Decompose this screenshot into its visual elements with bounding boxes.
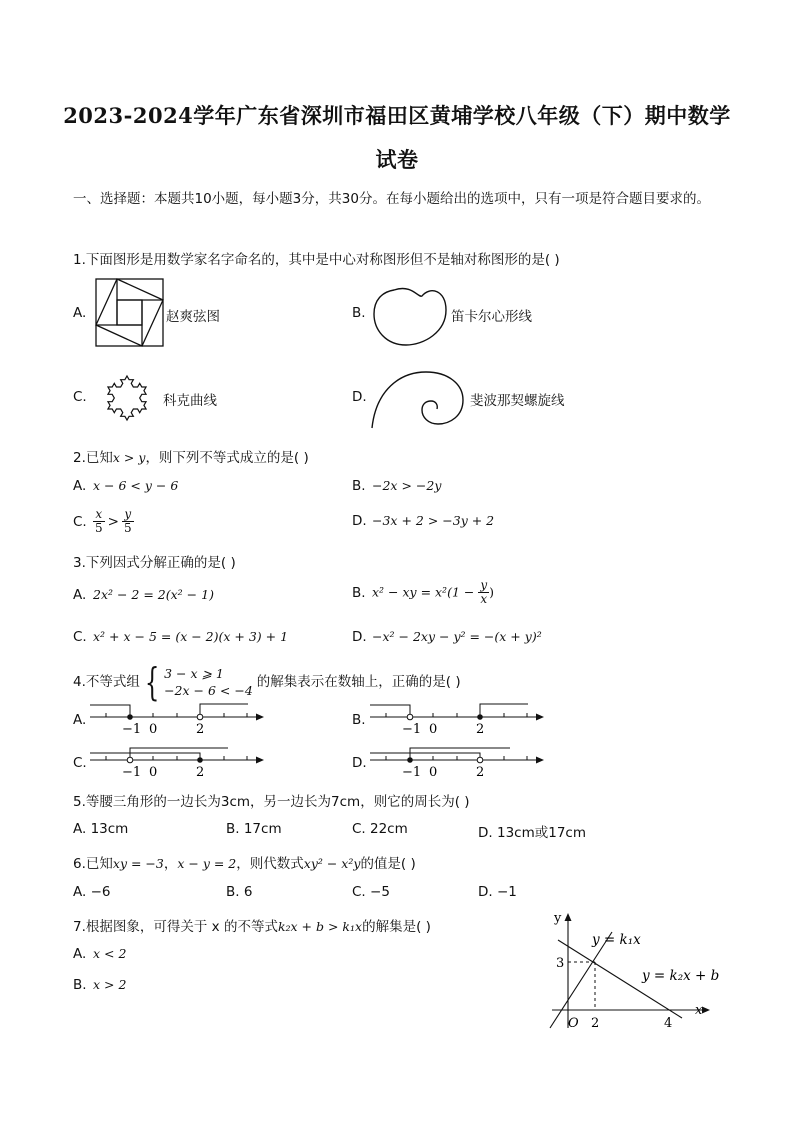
q6-option-d: D. −1 <box>478 884 517 900</box>
q1-option-c-letter: C. <box>73 389 87 405</box>
q1-option-d-letter: D. <box>352 389 367 405</box>
q1-option-b-letter: B. <box>352 305 366 321</box>
question-2-stem <box>73 446 309 466</box>
q7-option-a <box>73 946 126 962</box>
tick-label-neg1: −1 <box>122 722 142 737</box>
tick-label-0: 0 <box>149 765 158 780</box>
q2-option-a-letter: A. <box>73 478 87 494</box>
q3-option-c-letter: C. <box>73 629 87 645</box>
q3-option-d <box>352 629 542 645</box>
question-5-stem: 5.等腰三角形的一边长为3cm，另一边长为7cm，则它的周长为( ) <box>73 794 470 810</box>
q7-inequality: k₂x + b > k₁x <box>277 919 363 934</box>
q1-option-a-letter: A. <box>73 305 87 321</box>
q2-option-b-expr: −2x > −2y <box>372 478 442 493</box>
question-1-stem: 1.下面图形是用数学家名字命名的，其中是中心对称图形但不是轴对称图形的是( ) <box>73 252 560 268</box>
q3-option-b-post: ) <box>489 584 494 600</box>
tick-label-neg1: −1 <box>402 765 422 780</box>
q3-option-d-expr: −x² − 2xy − y² = −(x + y)² <box>372 629 542 644</box>
tick-label-neg1: −1 <box>402 722 422 737</box>
q7-option-b-letter: B. <box>73 977 87 993</box>
q6-condition-1: xy = −3 <box>112 856 164 871</box>
q2-option-b-letter: B. <box>352 478 366 494</box>
section-header: 一、选择题：本题共10小题，每小题3分，共30分。在每小题给出的选项中，只有一项是符合题目要求的。 <box>73 191 710 207</box>
q2-condition: x > y <box>112 450 146 465</box>
x-tick-2: 2 <box>591 1016 600 1031</box>
q3-option-c <box>73 629 288 645</box>
q7-stem-pre: 7.根据图象，可得关于 x 的不等式 <box>73 919 278 935</box>
q2-option-a-expr: x − 6 < y − 6 <box>93 478 179 493</box>
q5-option-b: B. 17cm <box>226 821 282 837</box>
tick-label-2: 2 <box>196 765 205 780</box>
q3-fraction-yx: $\frac{y}{x}$ <box>480 578 488 606</box>
q1-option-b-label: 笛卡尔心形线 <box>451 309 532 325</box>
q4-stem-post: 的解集表示在数轴上，正确的是( ) <box>256 674 461 690</box>
q4-inequality-system <box>164 665 253 699</box>
q3-option-b-pre: x² − xy = x²(1 − <box>372 584 479 600</box>
q1-option-a-label: 赵爽弦图 <box>166 309 220 325</box>
q6-option-a: A. −6 <box>73 884 111 900</box>
question-4-stem <box>73 660 461 704</box>
q1-option-d-label: 斐波那契螺旋线 <box>470 393 565 409</box>
q6-option-c: C. −5 <box>352 884 390 900</box>
q6-expression: xy² − x²y <box>303 856 361 871</box>
question-7-stem <box>73 915 431 935</box>
tick-label-2: 2 <box>476 722 485 737</box>
q3-option-b-letter: B. <box>352 584 366 601</box>
tick-label-0: 0 <box>429 765 438 780</box>
q7-stem-post: 的解集是( ) <box>362 919 431 935</box>
q6-stem-pre: 6.已知 <box>73 856 113 872</box>
q2-option-d-expr: −3x + 2 > −3y + 2 <box>372 513 495 528</box>
tick-label-0: 0 <box>149 722 158 737</box>
q6-option-b: B. 6 <box>226 884 253 900</box>
q4-ineq-1: 3 − x ⩾ 1 <box>164 666 224 681</box>
q7-option-b <box>73 977 126 993</box>
q6-stem-mid: ， <box>163 856 178 872</box>
q2-option-a <box>73 478 178 494</box>
q2-fraction-y5: $\frac{y}{5}$ <box>123 507 132 535</box>
question-6-stem <box>73 852 416 872</box>
q4-option-c-letter: C. <box>73 755 87 771</box>
q5-option-a: A. 13cm <box>73 821 129 837</box>
q5-option-d: D. 13cm或17cm <box>478 825 586 841</box>
q2-option-d-letter: D. <box>352 513 367 529</box>
q4-number-line-b <box>368 700 548 740</box>
q7-function-graph <box>540 910 725 1035</box>
q3-option-a-letter: A. <box>73 587 87 603</box>
question-3-stem: 3.下列因式分解正确的是( ) <box>73 555 236 571</box>
tick-label-2: 2 <box>196 722 205 737</box>
q5-option-c: C. 22cm <box>352 821 408 837</box>
q4-ineq-2: −2x − 6 < −4 <box>164 683 253 698</box>
koch-snowflake-figure <box>92 360 162 436</box>
page-title-line2: 试卷 <box>375 147 419 172</box>
q4-number-line-c <box>88 743 268 783</box>
q7-option-a-expr: x < 2 <box>93 946 127 961</box>
tick-label-0: 0 <box>429 722 438 737</box>
origin-label: O <box>568 1016 579 1031</box>
q2-option-c-letter: C. <box>73 513 87 530</box>
line-k2x-label: y = k₂x + b <box>642 968 720 984</box>
zhaoshuang-string-figure <box>95 278 165 348</box>
q4-option-a-letter: A. <box>73 712 87 728</box>
x-tick-4: 4 <box>664 1016 673 1031</box>
q2-option-d <box>352 513 494 529</box>
q3-option-d-letter: D. <box>352 629 367 645</box>
q3-option-b <box>352 579 494 606</box>
q6-stem-post2: 的值是( ) <box>360 856 416 872</box>
q2-stem-pre: 2.已知 <box>73 450 113 466</box>
q6-stem-post1: ，则代数式 <box>236 856 304 872</box>
q4-option-b-letter: B. <box>352 712 366 728</box>
q2-option-c-op: > <box>107 513 119 530</box>
q4-stem-pre: 4.不等式组 <box>73 674 140 690</box>
q2-stem-post: ，则下列不等式成立的是( ) <box>145 450 309 466</box>
q4-number-line-d <box>368 743 548 783</box>
q7-option-a-letter: A. <box>73 946 87 962</box>
line-k1x-label: y = k₁x <box>592 932 641 948</box>
x-axis-label: x <box>695 1003 703 1018</box>
q4-system-brace: { <box>144 660 160 704</box>
q4-number-line-a <box>88 700 268 740</box>
cardioid-figure <box>372 282 448 348</box>
q2-option-c <box>73 508 134 535</box>
q7-option-b-expr: x > 2 <box>93 977 127 992</box>
q2-fraction-x5: $\frac{x}{5}$ <box>95 507 103 535</box>
page-title-line1: 2023-2024学年广东省深圳市福田区黄埔学校八年级（下）期中数学 <box>63 103 731 128</box>
q6-condition-2: x − y = 2 <box>177 856 237 871</box>
q3-option-c-expr: x² + x − 5 = (x − 2)(x + 3) + 1 <box>93 629 289 644</box>
tick-label-2: 2 <box>476 765 485 780</box>
q3-option-a-expr: 2x² − 2 = 2(x² − 1) <box>93 587 214 602</box>
fibonacci-spiral-figure <box>370 368 466 430</box>
y-tick-3: 3 <box>556 956 565 971</box>
tick-label-neg1: −1 <box>122 765 142 780</box>
q4-option-d-letter: D. <box>352 755 367 771</box>
y-axis-label: y <box>554 911 562 926</box>
q3-option-a <box>73 587 214 603</box>
q2-option-b <box>352 478 441 494</box>
q1-option-c-label: 科克曲线 <box>163 393 217 409</box>
